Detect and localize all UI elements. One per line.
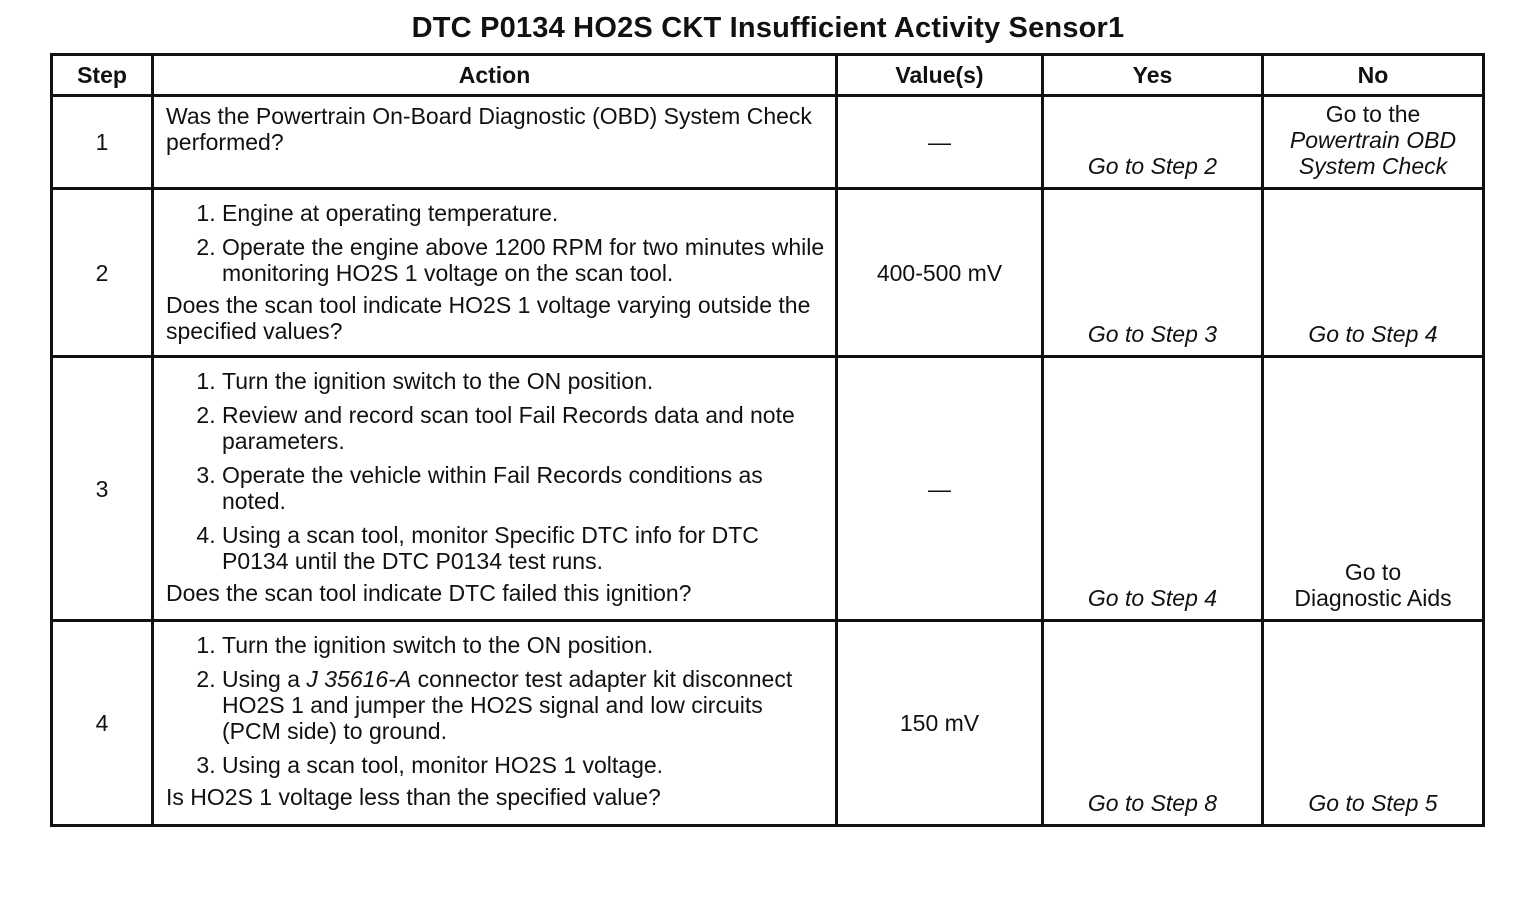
yes-cell: Go to Step 4 xyxy=(1043,357,1263,621)
header-values: Value(s) xyxy=(837,55,1043,96)
action-list xyxy=(166,368,825,574)
yes-cell: Go to Step 2 xyxy=(1043,96,1263,189)
action-list xyxy=(166,200,825,286)
action-item xyxy=(222,666,825,744)
action-item: 1. Turn the ignition switch to the ON position. xyxy=(222,368,825,394)
action-item-pre: Using a xyxy=(222,666,307,692)
question-text: Is HO2S 1 voltage less than the specified value? xyxy=(166,784,661,810)
table-row-step-3 xyxy=(52,357,1484,621)
action-item-post: connector test adapter kit disconnect HO2S 1 and jumper the HO2S signal and low circuits (PCM side) to ground. xyxy=(222,666,793,744)
header-no: No xyxy=(1263,55,1484,96)
action-cell xyxy=(153,189,837,357)
no-cell: Go to Diagnostic Aids xyxy=(1263,357,1484,621)
action-list xyxy=(166,632,825,778)
action-item: 1. Engine at operating temperature. xyxy=(222,200,825,226)
question-text: Does the scan tool indicate HO2S 1 voltage varying outside the specified values? xyxy=(166,292,811,344)
step-number: 1 xyxy=(52,96,153,189)
action-cell xyxy=(153,357,837,621)
action-item: 1. Turn the ignition switch to the ON position. xyxy=(222,632,825,658)
no-cell xyxy=(1263,96,1484,189)
header-step: Step xyxy=(52,55,153,96)
yes-cell: Go to Step 8 xyxy=(1043,621,1263,826)
table-row-step-2 xyxy=(52,189,1484,357)
no-cell: Go to Step 4 xyxy=(1263,189,1484,357)
value-cell: 400-500 mV xyxy=(837,189,1043,357)
question-text: Does the scan tool indicate DTC failed this ignition? xyxy=(166,580,692,606)
value-cell: — xyxy=(837,357,1043,621)
no-reference: Powertrain OBD System Check xyxy=(1289,127,1457,179)
header-action: Action xyxy=(153,55,837,96)
action-item: 4. Using a scan tool, monitor Specific DTC info for DTC P0134 until the DTC P0134 test runs. xyxy=(222,522,825,574)
header-yes: Yes xyxy=(1043,55,1263,96)
no-prefix: Go to the xyxy=(1325,101,1421,127)
step-number: 2 xyxy=(52,189,153,357)
action-item: 3. Operate the vehicle within Fail Records conditions as noted. xyxy=(222,462,825,514)
value-cell: 150 mV xyxy=(837,621,1043,826)
action-cell xyxy=(153,96,837,189)
no-cell: Go to Step 5 xyxy=(1263,621,1484,826)
step-number: 4 xyxy=(52,621,153,826)
action-item: 2. Operate the engine above 1200 RPM for two minutes while monitoring HO2S 1 voltage on the scan tool. xyxy=(222,234,825,286)
diagnostic-table xyxy=(50,53,1485,827)
action-item: 2. Review and record scan tool Fail Records data and note parameters. xyxy=(222,402,825,454)
action-cell xyxy=(153,621,837,826)
question-text: Was the Powertrain On-Board Diagnostic (OBD) System Check performed? xyxy=(166,103,812,155)
value-cell: — xyxy=(837,96,1043,189)
table-row-step-4 xyxy=(52,621,1484,826)
step-number: 3 xyxy=(52,357,153,621)
action-item: 3. Using a scan tool, monitor HO2S 1 voltage. xyxy=(222,752,825,778)
yes-cell: Go to Step 3 xyxy=(1043,189,1263,357)
table-row-step-1 xyxy=(52,96,1484,189)
header-row xyxy=(52,55,1484,96)
tool-reference: J 35616-A xyxy=(306,666,412,692)
page-title: DTC P0134 HO2S CKT Insufficient Activity Sensor1 xyxy=(411,12,1125,44)
